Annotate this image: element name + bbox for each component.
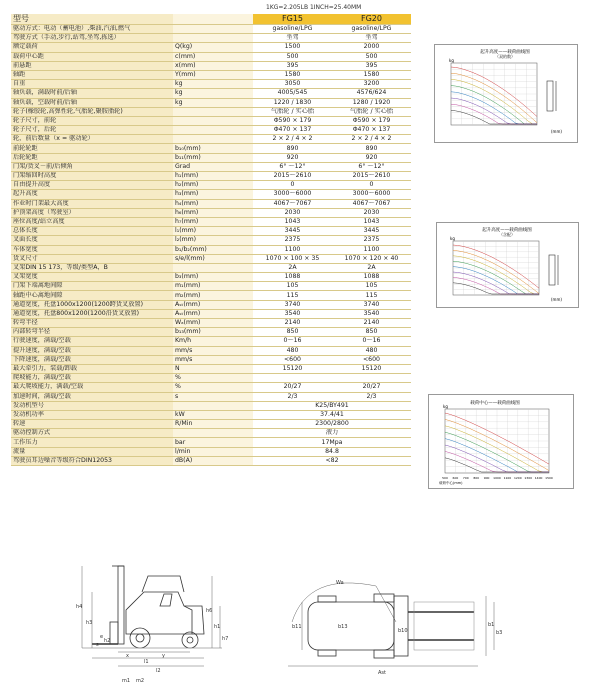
spec-value-fg15: 3000～6000 <box>253 190 332 199</box>
spec-value-fg20 <box>332 374 411 383</box>
spec-value-fg20: 0～16 <box>332 337 411 346</box>
spec-label: 轴距中心离地间隙 <box>11 291 173 300</box>
spec-value-fg20: 2015～2610 <box>332 172 411 181</box>
spec-label: 行驶速度，满载/空载 <box>11 337 173 346</box>
dim-h4: h4 <box>76 604 83 610</box>
spec-unit: x(mm) <box>173 61 253 70</box>
chart2-title: 起升高度——载荷曲线图 <box>482 228 532 233</box>
spec-label: 最大牵引力，装载/卸载 <box>11 364 173 373</box>
spec-unit: kg <box>173 98 253 107</box>
spec-unit: s <box>173 392 253 401</box>
spec-unit: h₇(mm) <box>173 217 253 226</box>
spec-row <box>11 43 411 52</box>
spec-value-fg20: <600 <box>332 355 411 364</box>
header-label: 型号 <box>11 14 173 25</box>
spec-value-fg20: 4576/624 <box>332 89 411 98</box>
chart3-xtick: 700 <box>462 476 469 480</box>
spec-row <box>11 80 411 89</box>
spec-row <box>11 429 411 438</box>
spec-unit <box>173 401 253 410</box>
spec-row <box>11 374 411 383</box>
spec-row <box>11 410 411 419</box>
spec-label: 转速 <box>11 420 173 429</box>
dim-s: s <box>96 642 99 648</box>
spec-value-fg20: 1100 <box>332 245 411 254</box>
spec-unit: m₂(mm) <box>173 291 253 300</box>
spec-row <box>11 116 411 125</box>
dim-h6: h6 <box>206 608 213 614</box>
spec-value-fg15: 920 <box>253 153 332 162</box>
spec-label: 发动机型号 <box>11 401 173 410</box>
spec-value-fg15: <600 <box>253 355 332 364</box>
header-unit <box>173 14 253 25</box>
chart2-subtitle: （含配） <box>499 232 515 237</box>
spec-value-fg20: 20/27 <box>332 383 411 392</box>
spec-value-fg15: 3740 <box>253 300 332 309</box>
spec-value-fg20: 920 <box>332 153 411 162</box>
spec-label: 作业时门架最大高度 <box>11 199 173 208</box>
spec-row <box>11 263 411 272</box>
spec-value-both: <82 <box>253 456 411 465</box>
spec-value-fg20: Φ470 × 137 <box>332 126 411 135</box>
header-fg15: FG15 <box>253 14 332 25</box>
spec-value-fg20: Φ590 × 179 <box>332 116 411 125</box>
dim-h2: h2 <box>104 638 111 644</box>
spec-label: 额定载荷 <box>11 43 173 52</box>
spec-value-fg15: 1043 <box>253 217 332 226</box>
chart2-xunit: (mm) <box>551 297 562 302</box>
spec-row <box>11 328 411 337</box>
spec-unit: b₁₀(mm) <box>173 144 253 153</box>
spec-unit <box>173 263 253 272</box>
chart3-title: 载荷中心——载荷曲线图 <box>470 401 520 406</box>
spec-value-fg15: 105 <box>253 282 332 291</box>
chart3-xlabel: 载荷中心(mm) <box>439 481 463 485</box>
spec-row <box>11 254 411 263</box>
spec-label: 轮，前后数量（x = 驱动轮） <box>11 135 173 144</box>
spec-value-fg15: 1580 <box>253 70 332 79</box>
spec-unit: m₁(mm) <box>173 282 253 291</box>
spec-value-fg20: 0 <box>332 181 411 190</box>
spec-value-fg20: 气胎轮 / 实心胎 <box>332 107 411 116</box>
spec-value-fg15 <box>253 374 332 383</box>
spec-unit <box>173 116 253 125</box>
spec-value-both: 17Mpa <box>253 438 411 447</box>
spec-value-fg15: 坐驾 <box>253 34 332 43</box>
spec-label: 叉面长度 <box>11 236 173 245</box>
spec-row <box>11 199 411 208</box>
spec-row <box>11 300 411 309</box>
dim-b3: b3 <box>496 630 503 636</box>
spec-value-fg15: 0 <box>253 181 332 190</box>
spec-value-fg15: 3050 <box>253 80 332 89</box>
spec-label: 轴负载，空载时前/后轴 <box>11 98 173 107</box>
spec-unit: h₄(mm) <box>173 199 253 208</box>
spec-unit: h₂(mm) <box>173 181 253 190</box>
spec-label: 自由提升高度 <box>11 181 173 190</box>
load-chart-1 <box>434 44 578 143</box>
dim-h1: h1 <box>214 624 221 630</box>
chart3-xtick: 1300 <box>524 476 533 480</box>
spec-value-fg20: 1088 <box>332 273 411 282</box>
spec-row <box>11 456 411 465</box>
spec-unit: Aₛₜ(mm) <box>173 300 253 309</box>
spec-label: 轴负载，满载时前/后轴 <box>11 89 173 98</box>
spec-label: 转弯半径 <box>11 319 173 328</box>
spec-value-fg20: 15120 <box>332 364 411 373</box>
spec-unit <box>173 126 253 135</box>
spec-label: 总体长度 <box>11 227 173 236</box>
spec-value-fg15: 2015～2610 <box>253 172 332 181</box>
spec-row <box>11 126 411 135</box>
spec-label: 护顶架高度（驾驶室） <box>11 208 173 217</box>
spec-value-fg20: 3000～6000 <box>332 190 411 199</box>
spec-unit: bar <box>173 438 253 447</box>
spec-row <box>11 282 411 291</box>
spec-row <box>11 227 411 236</box>
dim-m2: m2 <box>136 678 145 684</box>
dim-e: e <box>100 634 104 640</box>
spec-label: 工作压力 <box>11 438 173 447</box>
spec-label: 轮子(橡胶轮,高弹性轮,气胎轮,聚胺脂轮) <box>11 107 173 116</box>
chart3-xtick: 900 <box>483 476 490 480</box>
spec-row <box>11 447 411 456</box>
spec-unit: kW <box>173 410 253 419</box>
spec-unit: kg <box>173 89 253 98</box>
spec-value-fg20: 850 <box>332 328 411 337</box>
spec-table <box>11 14 411 466</box>
spec-label: 发动机功率 <box>11 410 173 419</box>
spec-value-fg20: 2/3 <box>332 392 411 401</box>
spec-value-fg15: 890 <box>253 144 332 153</box>
spec-row <box>11 61 411 70</box>
spec-value-fg20: gasoline/LPG <box>332 25 411 34</box>
dimension-drawings <box>0 560 600 689</box>
spec-unit <box>173 107 253 116</box>
spec-row <box>11 190 411 199</box>
dim-x: x <box>126 653 129 659</box>
spec-row <box>11 181 411 190</box>
spec-label: 加速时间，满载/空载 <box>11 392 173 401</box>
spec-value-fg15: 850 <box>253 328 332 337</box>
spec-unit: h₁(mm) <box>173 172 253 181</box>
spec-unit: % <box>173 374 253 383</box>
chart3-xtick: 500 <box>442 476 448 480</box>
spec-unit: h₆(mm) <box>173 208 253 217</box>
spec-value-fg20: 1580 <box>332 70 411 79</box>
spec-value-both: 2300/2800 <box>253 420 411 429</box>
spec-row <box>11 172 411 181</box>
spec-unit: b₁/b₂(mm) <box>173 245 253 254</box>
spec-value-fg20: 2A <box>332 263 411 272</box>
spec-label: 车体宽度 <box>11 245 173 254</box>
spec-label: 驾驶方式（手动,步行,站驾,坐驾,拣选） <box>11 34 173 43</box>
spec-value-fg15: 3445 <box>253 227 332 236</box>
spec-unit: c(mm) <box>173 52 253 61</box>
spec-value-fg20: 2140 <box>332 319 411 328</box>
spec-value-fg20: 3200 <box>332 80 411 89</box>
spec-row <box>11 291 411 300</box>
spec-value-fg15: 500 <box>253 52 332 61</box>
spec-unit: b₁₁(mm) <box>173 153 253 162</box>
spec-unit: R/Min <box>173 420 253 429</box>
chart2-yunit: kg <box>450 236 455 241</box>
spec-value-fg15: 2A <box>253 263 332 272</box>
spec-label: 门架缩回时高度 <box>11 172 173 181</box>
spec-value-fg15: 2/3 <box>253 392 332 401</box>
spec-label: 爬坡能力，满载/空载 <box>11 374 173 383</box>
spec-row <box>11 392 411 401</box>
dim-wa: Wa <box>336 580 344 586</box>
spec-value-fg15: 20/27 <box>253 383 332 392</box>
spec-row <box>11 217 411 226</box>
spec-row <box>11 355 411 364</box>
spec-value-fg15: 1500 <box>253 43 332 52</box>
chart3-xtick: 1100 <box>503 476 512 480</box>
dim-h3: h3 <box>86 620 93 626</box>
spec-label: 门架/货叉－前/后倾角 <box>11 162 173 171</box>
load-chart-2 <box>436 222 579 308</box>
spec-row <box>11 401 411 410</box>
side-view-drawing <box>52 562 272 687</box>
spec-value-fg15: 115 <box>253 291 332 300</box>
spec-value-fg20: 2000 <box>332 43 411 52</box>
spec-label: 货叉尺寸 <box>11 254 173 263</box>
spec-unit: Aₛₜ(mm) <box>173 309 253 318</box>
spec-value-fg20: 1070 × 120 × 40 <box>332 254 411 263</box>
spec-value-both: 液力 <box>253 429 411 438</box>
spec-label: 后轮轮距 <box>11 153 173 162</box>
spec-unit: b₃(mm) <box>173 273 253 282</box>
spec-value-fg15: 4067～7067 <box>253 199 332 208</box>
spec-row <box>11 364 411 373</box>
chart1-yunit: kg <box>449 58 454 63</box>
spec-value-fg20: 2375 <box>332 236 411 245</box>
spec-value-fg20: 105 <box>332 282 411 291</box>
spec-unit: h₃(mm) <box>173 190 253 199</box>
dim-b1: b1 <box>488 622 495 628</box>
chart3-xtick: 1200 <box>513 476 522 480</box>
spec-label: 叉架DIN 15 173，等级/类型A，B <box>11 263 173 272</box>
spec-row <box>11 98 411 107</box>
spec-label: 通道宽度，托盘1000x1200(1200跨货叉放置) <box>11 300 173 309</box>
spec-unit: b₁₃(mm) <box>173 328 253 337</box>
spec-row <box>11 153 411 162</box>
spec-value-fg15: gasoline/LPG <box>253 25 332 34</box>
chart3-xtick: 600 <box>452 476 459 480</box>
spec-row <box>11 52 411 61</box>
spec-value-fg20: 395 <box>332 61 411 70</box>
chart3-xtick: 800 <box>473 476 480 480</box>
spec-row <box>11 135 411 144</box>
dim-b10: b10 <box>398 628 408 634</box>
spec-row <box>11 144 411 153</box>
spec-label: 通道宽度，托盘800x1200(1200沿货叉放置) <box>11 309 173 318</box>
spec-row <box>11 208 411 217</box>
spec-row <box>11 236 411 245</box>
spec-label: 流量 <box>11 447 173 456</box>
spec-value-fg15: 2375 <box>253 236 332 245</box>
spec-label: 轴距 <box>11 70 173 79</box>
spec-value-both: K25/BY491 <box>253 401 411 410</box>
spec-row <box>11 162 411 171</box>
spec-unit <box>173 34 253 43</box>
spec-value-both: 37.4/41 <box>253 410 411 419</box>
dim-b13: b13 <box>338 624 348 630</box>
spec-label: 叉架宽度 <box>11 273 173 282</box>
spec-label: 轮子尺寸，前轮 <box>11 116 173 125</box>
spec-unit: l/min <box>173 447 253 456</box>
spec-unit: l₁(mm) <box>173 227 253 236</box>
spec-value-fg15: Φ470 × 137 <box>253 126 332 135</box>
spec-label: 提升速度，满载/空载 <box>11 346 173 355</box>
spec-value-fg20: 890 <box>332 144 411 153</box>
spec-label: 最大爬坡能力，满载/空载 <box>11 383 173 392</box>
spec-value-fg20: 2 × 2 / 4 × 2 <box>332 135 411 144</box>
spec-value-fg15: 1220 / 1830 <box>253 98 332 107</box>
dim-l2: l2 <box>156 668 161 674</box>
chart3-xtick: 1500 <box>545 476 553 480</box>
chart1-subtitle: （双的数） <box>495 54 515 59</box>
dim-ast: Ast <box>378 670 386 676</box>
spec-value-fg20: 3540 <box>332 309 411 318</box>
spec-row <box>11 34 411 43</box>
spec-unit: mm/s <box>173 346 253 355</box>
spec-value-fg20: 115 <box>332 291 411 300</box>
spec-row <box>11 420 411 429</box>
spec-label: 驾驶员耳边噪音等级符合DIN12053 <box>11 456 173 465</box>
spec-label: 起升高度 <box>11 190 173 199</box>
spec-label: 下降速度，满载/空载 <box>11 355 173 364</box>
spec-row <box>11 25 411 34</box>
spec-value-fg15: 1070 × 100 × 35 <box>253 254 332 263</box>
spec-row <box>11 309 411 318</box>
spec-value-fg15: 2140 <box>253 319 332 328</box>
spec-value-fg20: 4067～7067 <box>332 199 411 208</box>
spec-table-container <box>11 14 411 466</box>
spec-label: 载荷中心距 <box>11 52 173 61</box>
spec-row <box>11 346 411 355</box>
spec-value-fg20: 1043 <box>332 217 411 226</box>
chart1-title: 起升高度——载荷曲线图 <box>480 50 530 55</box>
spec-unit: dB(A) <box>173 456 253 465</box>
spec-value-fg20: 480 <box>332 346 411 355</box>
mast-icon <box>547 81 553 111</box>
spec-value-fg20: 3740 <box>332 300 411 309</box>
dim-m1: m1 <box>122 678 131 684</box>
spec-value-fg20: 6° ～12° <box>332 162 411 171</box>
spec-unit: N <box>173 364 253 373</box>
spec-unit <box>173 135 253 144</box>
spec-row <box>11 70 411 79</box>
spec-value-fg15: 4005/545 <box>253 89 332 98</box>
spec-unit: mm/s <box>173 355 253 364</box>
spec-value-fg15: 6° ～12° <box>253 162 332 171</box>
spec-row <box>11 273 411 282</box>
spec-unit: % <box>173 383 253 392</box>
spec-value-fg15: 395 <box>253 61 332 70</box>
spec-unit: l₂(mm) <box>173 236 253 245</box>
spec-value-fg15: 气胎轮 / 实心胎 <box>253 107 332 116</box>
spec-value-fg15: 480 <box>253 346 332 355</box>
dim-b11: b11 <box>292 624 302 630</box>
chart3-xtick: 1000 <box>493 476 501 480</box>
spec-label: 自重 <box>11 80 173 89</box>
spec-value-fg15: 2030 <box>253 208 332 217</box>
spec-row <box>11 337 411 346</box>
header-fg20: FG20 <box>332 14 411 25</box>
spec-value-fg15: 0～16 <box>253 337 332 346</box>
spec-row <box>11 89 411 98</box>
chart1-xunit: (mm) <box>551 129 562 134</box>
spec-value-fg20: 2030 <box>332 208 411 217</box>
spec-label: 前悬距 <box>11 61 173 70</box>
spec-unit: Wₐ(mm) <box>173 319 253 328</box>
spec-value-fg20: 1280 / 1920 <box>332 98 411 107</box>
spec-row <box>11 438 411 447</box>
spec-value-fg15: 1088 <box>253 273 332 282</box>
spec-value-fg15: 1100 <box>253 245 332 254</box>
spec-value-fg15: Φ590 × 179 <box>253 116 332 125</box>
spec-value-both: 84.8 <box>253 447 411 456</box>
dim-l1: l1 <box>144 659 149 665</box>
spec-label: 门架下端离地间隙 <box>11 282 173 291</box>
spec-row <box>11 245 411 254</box>
load-chart-3 <box>428 394 574 489</box>
spec-label: 驱动控制方式 <box>11 429 173 438</box>
spec-row <box>11 107 411 116</box>
spec-unit: Grad <box>173 162 253 171</box>
top-view-drawing <box>278 562 528 687</box>
spec-unit <box>173 25 253 34</box>
dim-h7: h7 <box>222 636 229 642</box>
spec-header-row <box>11 14 411 25</box>
spec-row <box>11 383 411 392</box>
unit-conversion-note: 1KG=2.205LB 1INCH=25.40MM <box>266 4 362 11</box>
spec-label: 内部转弯半径 <box>11 328 173 337</box>
spec-unit: Q(kg) <box>173 43 253 52</box>
spec-label: 座位高度/站立高度 <box>11 217 173 226</box>
spec-value-fg20: 坐驾 <box>332 34 411 43</box>
spec-value-fg15: 2 × 2 / 4 × 2 <box>253 135 332 144</box>
spec-value-fg15: 15120 <box>253 364 332 373</box>
spec-unit: kg <box>173 80 253 89</box>
spec-value-fg20: 3445 <box>332 227 411 236</box>
spec-row <box>11 319 411 328</box>
chart3-xtick: 1400 <box>534 476 543 480</box>
spec-unit: Y(mm) <box>173 70 253 79</box>
spec-label: 轮子尺寸，后轮 <box>11 126 173 135</box>
dim-y: y <box>162 653 165 659</box>
spec-value-fg20: 500 <box>332 52 411 61</box>
spec-label: 驱动方式：电动（蓄电池）,柴油,汽油,燃气 <box>11 25 173 34</box>
spec-unit: Km/h <box>173 337 253 346</box>
chart3-yunit: kg <box>443 404 448 409</box>
mast-icon <box>549 255 555 285</box>
spec-unit <box>173 429 253 438</box>
spec-value-fg15: 3540 <box>253 309 332 318</box>
spec-label: 前轮轮距 <box>11 144 173 153</box>
spec-unit: s/e/l(mm) <box>173 254 253 263</box>
